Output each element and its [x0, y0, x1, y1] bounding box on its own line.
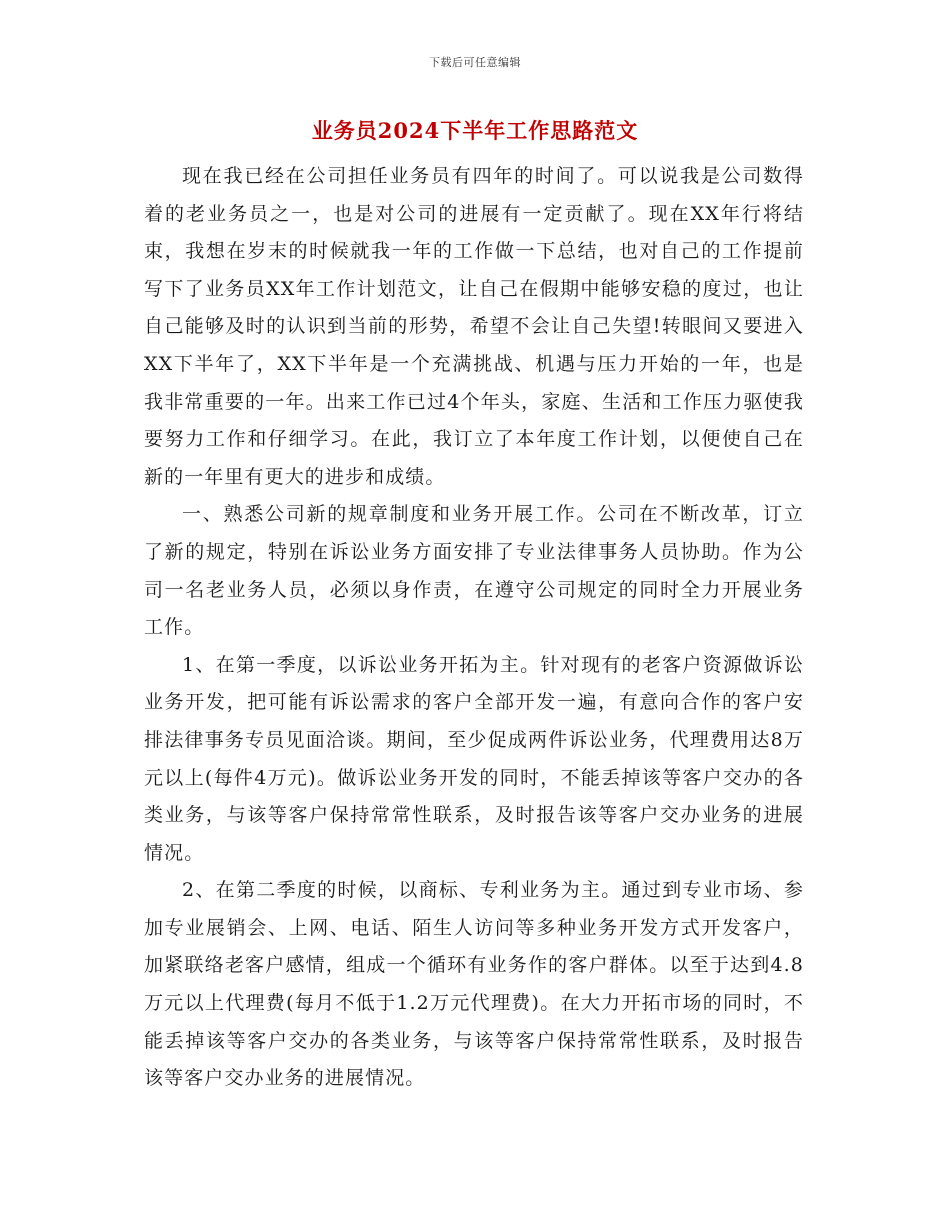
paragraph-section-one: 一、熟悉公司新的规章制度和业务开展工作。公司在不断改革，订立了新的规定，特别在诉讼业务方面安排了专业法律事务人员协助。作为公司一名老业务人员，必须以身作责，在遵守公司规定的同时全力开展业务工作。 [144, 503, 804, 639]
page-header-note: 下载后可任意编辑 [429, 56, 521, 69]
document-body [144, 158, 804, 1098]
paragraph-intro: 现在我已经在公司担任业务员有四年的时间了。可以说我是公司数得着的老业务员之一，也是对公司的进展有一定贡献了。现在XX年行将结束，我想在岁末的时候就我一年的工作做一下总结，也对自己的工作提前写下了业务员XX年工作计划范文，让自己在假期中能够安稳的度过，也让自己能够及时的认识到当前的形势，希望不会让自己失望!转眼间又要进入XX下半年了，XX下半年是一个充满挑战、机遇与压力开始的一年，也是我非常重要的一年。出来工作已过4个年头，家庭、生活和工作压力驱使我要努力工作和仔细学习。在此，我订立了本年度工作计划，以便使自己在新的一年里有更大的进步和成绩。 [144, 165, 804, 488]
paragraph-item-one: 1、在第一季度，以诉讼业务开拓为主。针对现有的老客户资源做诉讼业务开发，把可能有诉讼需求的客户全部开发一遍，有意向合作的客户安排法律事务专员见面洽谈。期间，至少促成两件诉讼业务，代理费用达8万元以上(每件4万元)。做诉讼业务开发的同时，不能丢掉该等客户交办的各类业务，与该等客户保持常常性联系，及时报告该等客户交办业务的进展情况。 [144, 653, 804, 864]
paragraph-item-two: 2、在第二季度的时候，以商标、专利业务为主。通过到专业市场、参加专业展销会、上网、电话、陌生人访问等多种业务开发方式开发客户，加紧联络老客户感情，组成一个循环有业务作的客户群体。以至于达到4.8万元以上代理费(每月不低于1.2万元代理费)。在大力开拓市场的同时，不能丢掉该等客户交办的各类业务，与该等客户保持常常性联系，及时报告该等客户交办业务的进展情况。 [144, 879, 804, 1090]
document-title: 业务员2024下半年工作思路范文 [311, 118, 639, 143]
